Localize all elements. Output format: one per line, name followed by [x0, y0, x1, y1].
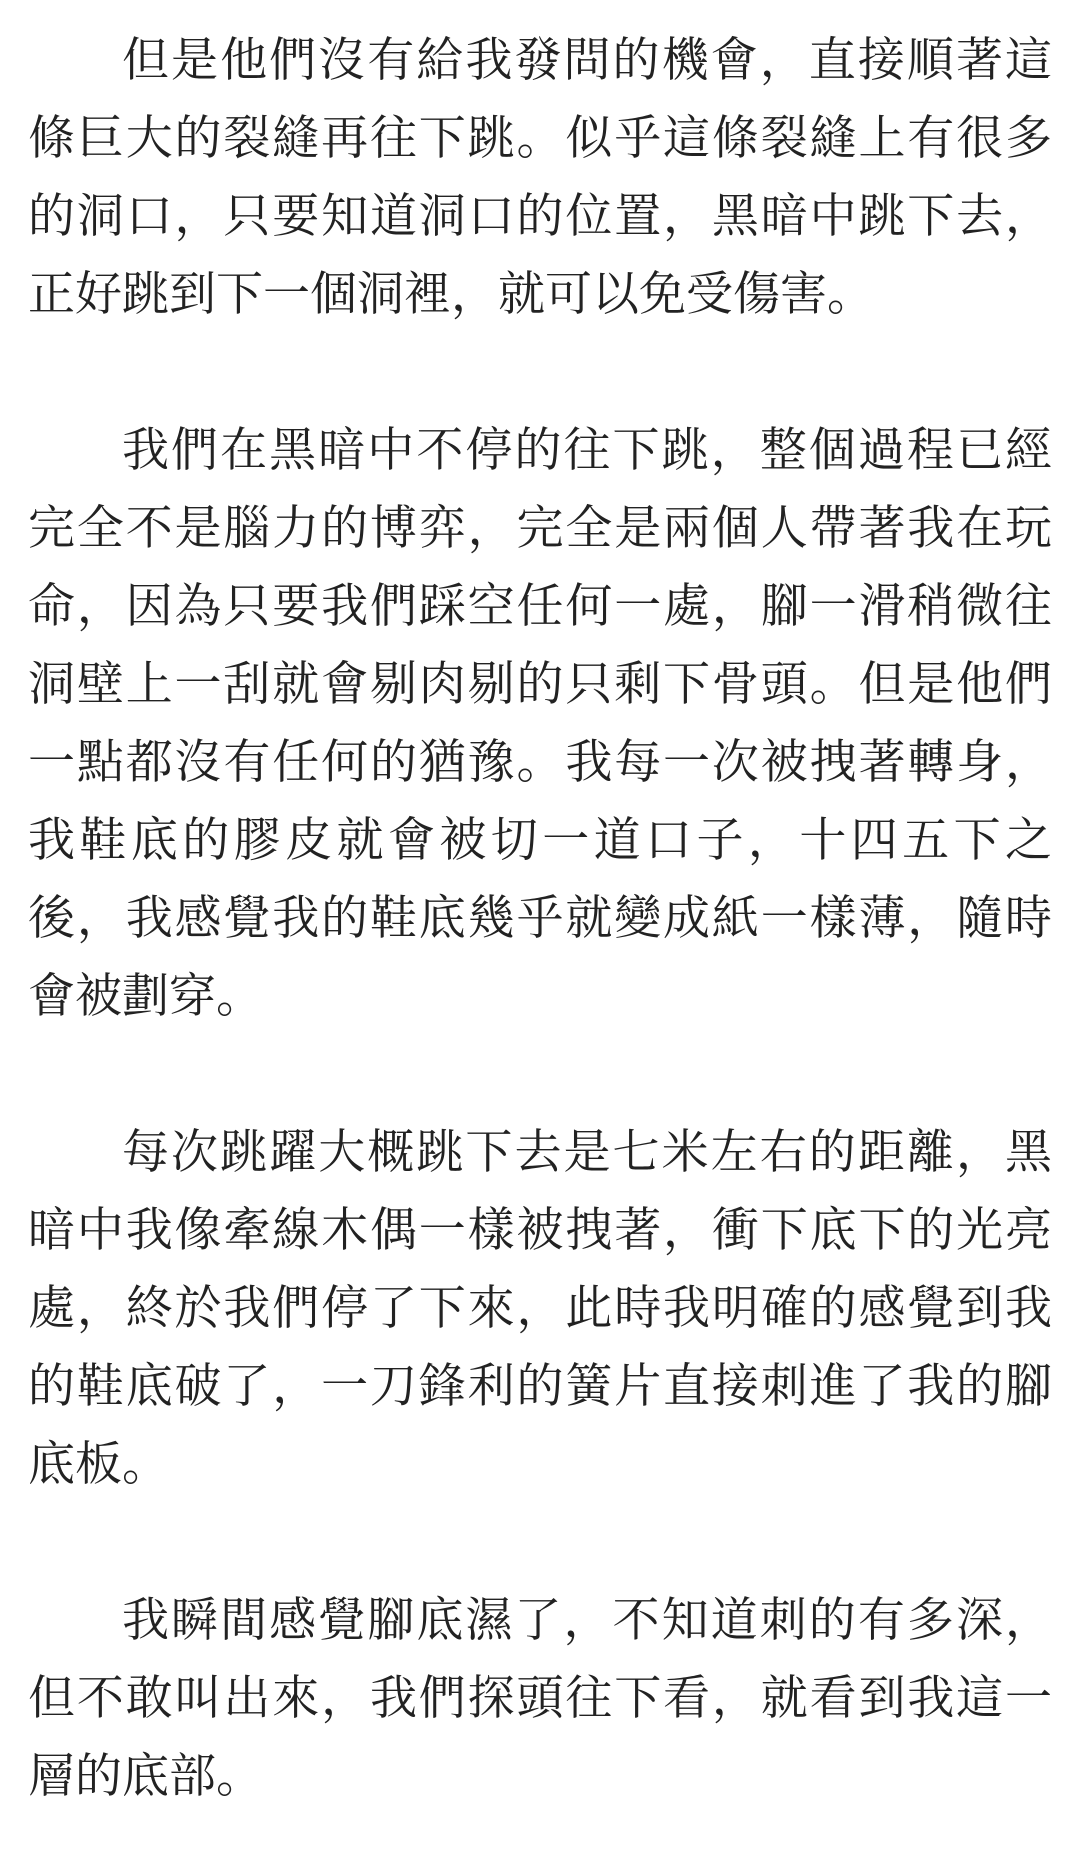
paragraph-2: 我們在黑暗中不停的往下跳，整個過程已經完全不是腦力的博弈，完全是兩個人帶著我在玩命，因為只要我們踩空任何一處，腳一滑稍微往洞壁上一刮就會剔肉剔的只剩下骨頭。但是他們一點都沒有任何的猶豫。我每一次被拽著轉身，我鞋底的膠皮就會被切一道口子，十四五下之後，我感覺我的鞋底幾乎就變成紙一樣薄，隨時會被劃穿。: [28, 423, 1052, 1024]
paragraph-1: 但是他們沒有給我發問的機會，直接順著這條巨大的裂縫再往下跳。似乎這條裂縫上有很多的洞口，只要知道洞口的位置，黑暗中跳下去，正好跳到下一個洞裡，就可以免受傷害。: [28, 33, 1052, 322]
article-body: [28, 22, 1052, 1816]
paragraph-4: 我瞬間感覺腳底濕了，不知道刺的有多深，但不敢叫出來，我們探頭往下看，就看到我這一層的底部。: [28, 1593, 1052, 1804]
paragraph-3: 每次跳躍大概跳下去是七米左右的距離，黑暗中我像牽線木偶一樣被拽著，衝下底下的光亮處，終於我們停了下來，此時我明確的感覺到我的鞋底破了，一刀鋒利的簧片直接刺進了我的腳底板。: [28, 1125, 1052, 1492]
